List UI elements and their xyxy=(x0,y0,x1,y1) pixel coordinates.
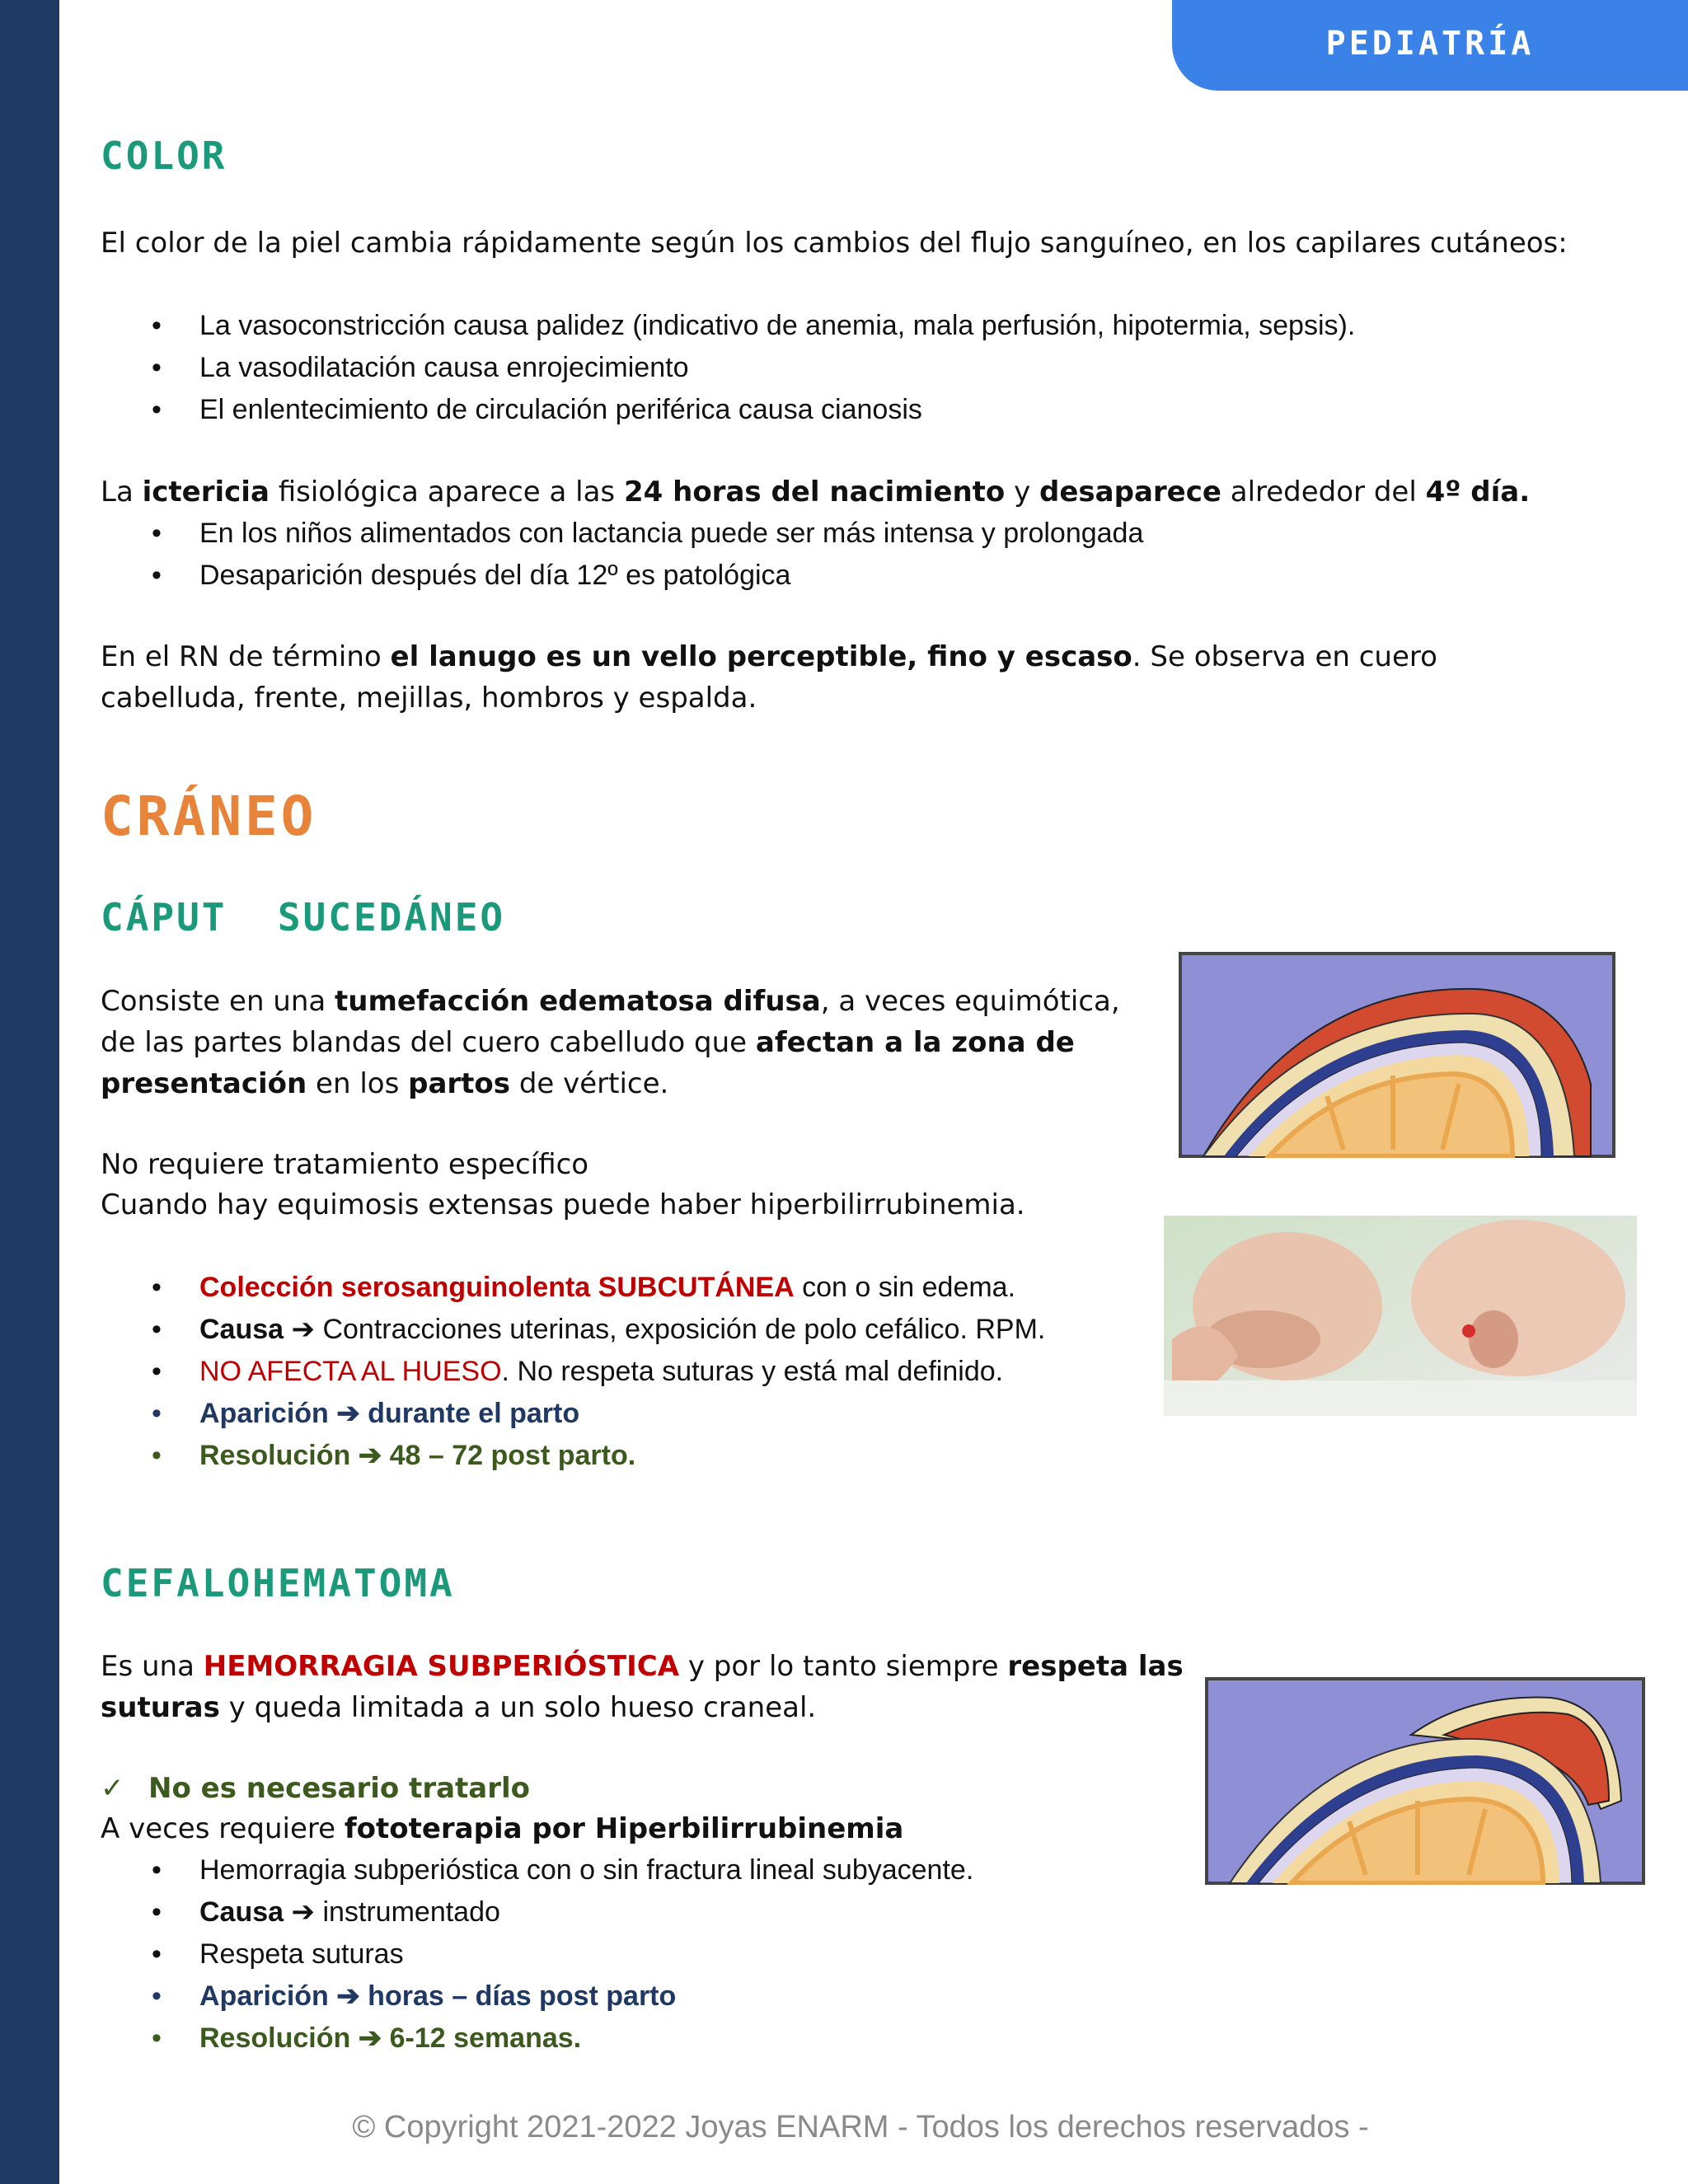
color-bullet-list xyxy=(101,305,1355,431)
section-tab xyxy=(1172,0,1688,91)
list-item xyxy=(101,1393,1045,1435)
bold-span: ictericia xyxy=(142,476,270,509)
caput-bullet-list xyxy=(101,1267,1045,1477)
list-item: • Respeta suturas xyxy=(101,1933,973,1975)
color-intro: El color de la piel cambia rápidamente según los cambios del flujo sanguíneo, en los capilares cutáneos: xyxy=(101,227,1568,260)
text-span: y queda limitada a un solo hueso craneal. xyxy=(219,1691,817,1724)
navy-bold-span: Aparición ➔ horas – días post parto xyxy=(199,1980,677,2012)
cefalohematoma-paragraph xyxy=(101,1646,1189,1728)
bold-span: tumefacción edematosa difusa xyxy=(335,985,821,1018)
bold-span: respeta las suturas xyxy=(101,1650,1184,1724)
red-span: NO AFECTA AL HUESO xyxy=(199,1356,502,1387)
red-bold-span: Colección serosanguinolenta SUBCUTÁNEA xyxy=(199,1272,795,1303)
text-span: ➔ Contracciones uterinas, exposición de polo cefálico. RPM. xyxy=(284,1314,1046,1345)
caput-no-treatment: No requiere tratamiento específico xyxy=(101,1148,589,1181)
sidebar-letter: E xyxy=(21,1169,38,1196)
caput-paragraph xyxy=(101,981,1139,1104)
text-span: La xyxy=(101,476,143,509)
sidebar-letter: R xyxy=(21,1282,39,1310)
green-bold-span: Resolución ➔ 6-12 semanas. xyxy=(199,2022,582,2054)
list-item: • En los niños alimentados con lactancia puede ser más intensa y prolongada xyxy=(101,513,1143,555)
text-span: y por lo tanto siempre xyxy=(679,1650,1008,1683)
navy-bold-span: Aparición ➔ durante el parto xyxy=(199,1398,580,1429)
caput-equimosis: Cuando hay equimosis extensas puede haber hiperbilirrubinemia. xyxy=(101,1188,1025,1221)
sidebar-letter: S xyxy=(21,989,38,1016)
text-span: de vértice. xyxy=(510,1067,669,1100)
green-bold-span: No es necesario tratarlo xyxy=(148,1772,531,1805)
cefalohematoma-bullet-list xyxy=(101,1849,973,2060)
bold-span: fototerapia por Hiperbilirrubinemia xyxy=(344,1812,904,1845)
bold-span: desaparece xyxy=(1039,476,1221,509)
list-item xyxy=(101,1435,1045,1477)
ictericia-paragraph xyxy=(101,471,1530,513)
sidebar-letter: O xyxy=(20,875,40,902)
list-item: • La vasodilatación causa enrojecimiento xyxy=(101,347,1355,389)
text-span: fisiológica aparece a las xyxy=(269,476,624,509)
list-item xyxy=(101,1975,973,2018)
text-span: Consiste en una xyxy=(101,985,335,1018)
text-span: . No respeta suturas y está mal definido. xyxy=(501,1356,1004,1387)
craneo-heading: CRÁNEO xyxy=(101,785,317,848)
fototerapia-line xyxy=(101,1808,903,1849)
list-item: • La vasoconstricción causa palidez (indicativo de anemia, mala perfusión, hipotermia, sepsis). xyxy=(101,305,1355,347)
sidebar-letter: N xyxy=(21,1207,39,1234)
green-bold-span: Resolución ➔ 48 – 72 post parto. xyxy=(199,1440,636,1471)
text-span: . Se observa en cuero cabelluda, frente, mejillas, hombros y espalda. xyxy=(101,640,1437,715)
check-item xyxy=(101,1768,530,1809)
list-item: • Desaparición después del día 12º es patológica xyxy=(101,555,1143,597)
sidebar-letter: J xyxy=(23,837,36,865)
text-span: alrededor del xyxy=(1221,476,1426,509)
section-tab-label: PEDIATRÍA xyxy=(1325,25,1535,63)
text-span: en los xyxy=(307,1067,409,1100)
list-item xyxy=(101,1267,1045,1309)
text-span: con o sin edema. xyxy=(794,1272,1016,1303)
cefalohematoma-diagram xyxy=(1205,1677,1645,1885)
text-span: y xyxy=(1005,476,1040,509)
lanugo-paragraph xyxy=(101,636,1568,719)
text-span: , a veces equimótica, de las partes blandas del cuero cabelludo que xyxy=(101,985,1120,1059)
list-item xyxy=(101,1309,1045,1351)
text-span: En el RN de término xyxy=(101,640,391,673)
left-sidebar-bar xyxy=(0,0,59,2184)
red-bold-span: HEMORRAGIA SUBPERIÓSTICA xyxy=(203,1650,680,1683)
list-item: • El enlentecimiento de circulación periférica causa cianosis xyxy=(101,389,1355,431)
cefalohematoma-heading: CEFALOHEMATOMA xyxy=(101,1561,455,1605)
bold-span: el lanugo es un vello perceptible, fino y escaso xyxy=(390,640,1132,673)
sidebar-label-joyas xyxy=(0,832,59,1022)
sidebar-letter: M xyxy=(19,1320,40,1347)
color-heading: COLOR xyxy=(101,134,227,178)
bold-span: Causa xyxy=(199,1896,284,1928)
text-span: Es una xyxy=(101,1650,204,1683)
check-icon: ✓ xyxy=(101,1772,124,1805)
text-span: ➔ instrumentado xyxy=(284,1896,500,1928)
caput-heading: CÁPUT SUCEDÁNEO xyxy=(101,895,506,940)
text-span: A veces requiere xyxy=(101,1812,345,1845)
bold-span: partos xyxy=(408,1067,511,1100)
copyright-footer: © Copyright 2021-2022 Joyas ENARM - Todos los derechos reservados - xyxy=(352,2110,1369,2144)
sidebar-label-enarm xyxy=(0,1164,59,1353)
bold-span: Causa xyxy=(199,1314,284,1345)
bold-span: 4º día. xyxy=(1425,476,1531,509)
list-item xyxy=(101,2018,973,2060)
caput-succedaneum-diagram xyxy=(1179,952,1615,1158)
sidebar-letter: A xyxy=(21,951,38,978)
sidebar-letter: A xyxy=(21,1244,38,1272)
list-item xyxy=(101,1891,973,1933)
sidebar-letter: Y xyxy=(21,913,38,940)
ictericia-bullet-list xyxy=(101,513,1143,597)
newborn-heads-photo xyxy=(1164,1216,1637,1416)
bold-span: afectan a la zona de presentación xyxy=(101,1026,1075,1100)
list-item xyxy=(101,1351,1045,1393)
list-item: • Hemorragia subperióstica con o sin fractura lineal subyacente. xyxy=(101,1849,973,1891)
bold-span: 24 horas del nacimiento xyxy=(623,476,1006,509)
